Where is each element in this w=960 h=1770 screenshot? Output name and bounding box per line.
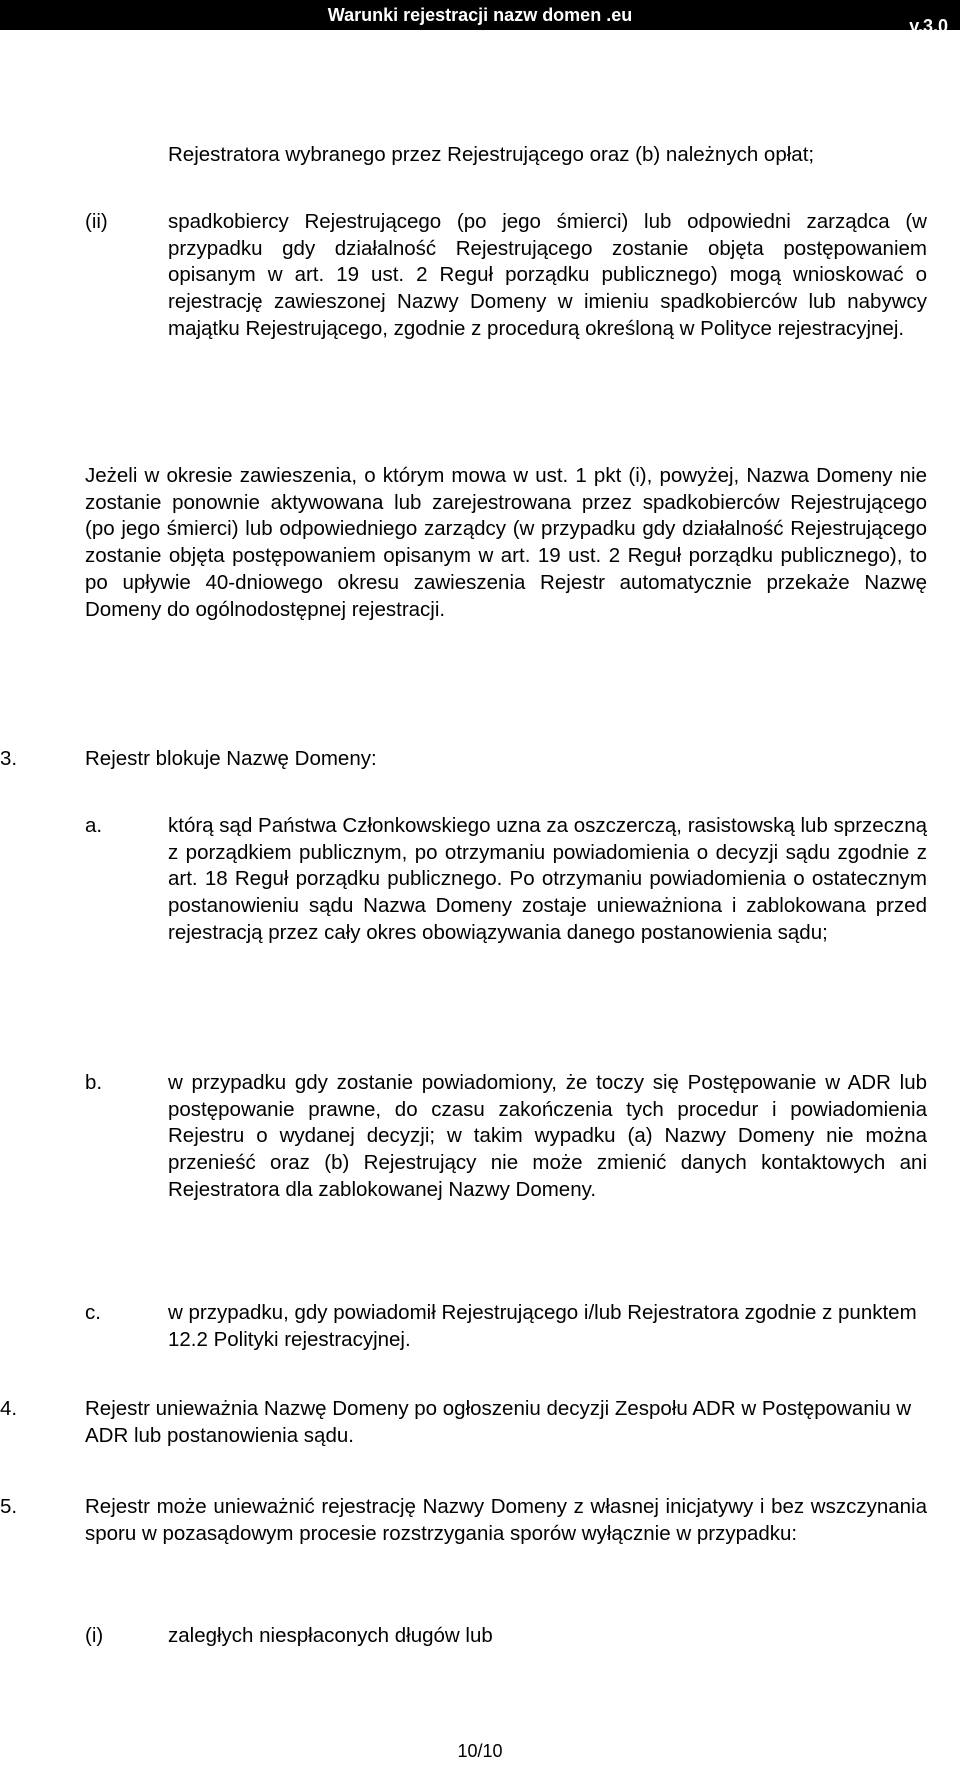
item-ii-marker: (ii)	[85, 210, 108, 233]
section-3-item-a-text: którą sąd Państwa Członkowskiego uzna za oszczerczą, rasistowską lub sprzeczną z porządkiem publicznym, po otrzymaniu powiadomienia o decyzji sądu zgodnie z art. 18 Reguł porządku publicznego. Po otrzymaniu powiadomienia o ostatecznym postanowieniu sądu Nazwa Domeny zostaje unieważniona i zablokowana przed rejestracją przez cały okres obowiązywania danego postanowienia sądu;	[168, 814, 927, 944]
item-ii-intro-text: Rejestratora wybranego przez Rejestrującego oraz (b) należnych opłat;	[168, 143, 815, 166]
page-header	[0, 0, 960, 36]
paragraph-suspension-text: Jeżeli w okresie zawieszenia, o którym mowa w ust. 1 pkt (i), powyżej, Nazwa Domeny nie zostanie ponownie aktywowana lub zarejestrowana przez spadkobierców Rejestrującego (po jego śmierci) lub odpowiedniego zarządcy (w przypadku gdy działalność Rejestrującego zostanie objęta postępowaniem opisanym w art. 19 ust. 2 Reguł porządku publicznego), to po upływie 40-dniowego okresu zawieszenia Rejestr automatycznie przekaże Nazwę Domeny do ogólnodostępnej rejestracji.	[85, 464, 927, 621]
document-title: Warunki rejestracji nazw domen .eu	[327, 5, 633, 25]
section-3-item-a	[168, 813, 927, 947]
section-3-item-b	[168, 1070, 927, 1204]
section-3-item-c-marker: c.	[85, 1301, 101, 1324]
section-5-number: 5.	[0, 1495, 18, 1518]
section-5	[85, 1494, 927, 1547]
section-3-item-c-text: w przypadku, gdy powiadomił Rejestrującego i/lub Rejestratora zgodnie z punktem 12.2 Polityki rejestracyjnej.	[168, 1301, 917, 1351]
section-3-item-a-marker: a.	[85, 814, 103, 837]
page-number: 10/10	[457, 1741, 503, 1761]
item-ii	[168, 209, 927, 343]
document-version: v.3.0	[909, 16, 948, 36]
item-ii-intro	[168, 142, 927, 169]
section-3-number: 3.	[0, 747, 18, 770]
section-4	[85, 1396, 927, 1449]
section-5-item-i-marker: (i)	[85, 1624, 104, 1647]
section-3-item-b-marker: b.	[85, 1071, 103, 1094]
item-ii-text: spadkobiercy Rejestrującego (po jego śmierci) lub odpowiedni zarządca (w przypadku gdy działalność Rejestrującego zostanie objęta postępowaniem opisanym w art. 19 ust. 2 Reguł porządku publicznego) mogą wnioskować o rejestrację zawieszonej Nazwy Domeny w imieniu spadkobierców lub nabywcy majątku Rejestrującego, zgodnie z procedurą określoną w Polityce rejestracyjnej.	[168, 210, 927, 340]
section-3-item-b-text: w przypadku gdy zostanie powiadomiony, że toczy się Postępowanie w ADR lub postępowanie prawne, do czasu zakończenia tych procedur i powiadomienia Rejestru o wydanej decyzji; w takim wypadku (a) Nazwy Domeny nie można przenieść oraz (b) Rejestrujący nie może zmienić danych kontaktowych ani Rejestratora dla zablokowanej Nazwy Domeny.	[168, 1071, 927, 1201]
section-5-text: Rejestr może unieważnić rejestrację Nazwy Domeny z własnej inicjatywy i bez wszczynania sporu w pozasądowym procesie rozstrzygania sporów wyłącznie w przypadku:	[85, 1495, 927, 1545]
section-3-heading: Rejestr blokuje Nazwę Domeny:	[85, 747, 377, 770]
paragraph-suspension	[85, 463, 927, 623]
section-5-item-i: zaległych niespłaconych długów lub	[168, 1624, 493, 1647]
section-4-number: 4.	[0, 1397, 18, 1420]
section-4-text: Rejestr unieważnia Nazwę Domeny po ogłoszeniu decyzji Zespołu ADR w Postępowaniu w ADR lub postanowienia sądu.	[85, 1397, 912, 1447]
section-3-item-c	[168, 1300, 927, 1353]
